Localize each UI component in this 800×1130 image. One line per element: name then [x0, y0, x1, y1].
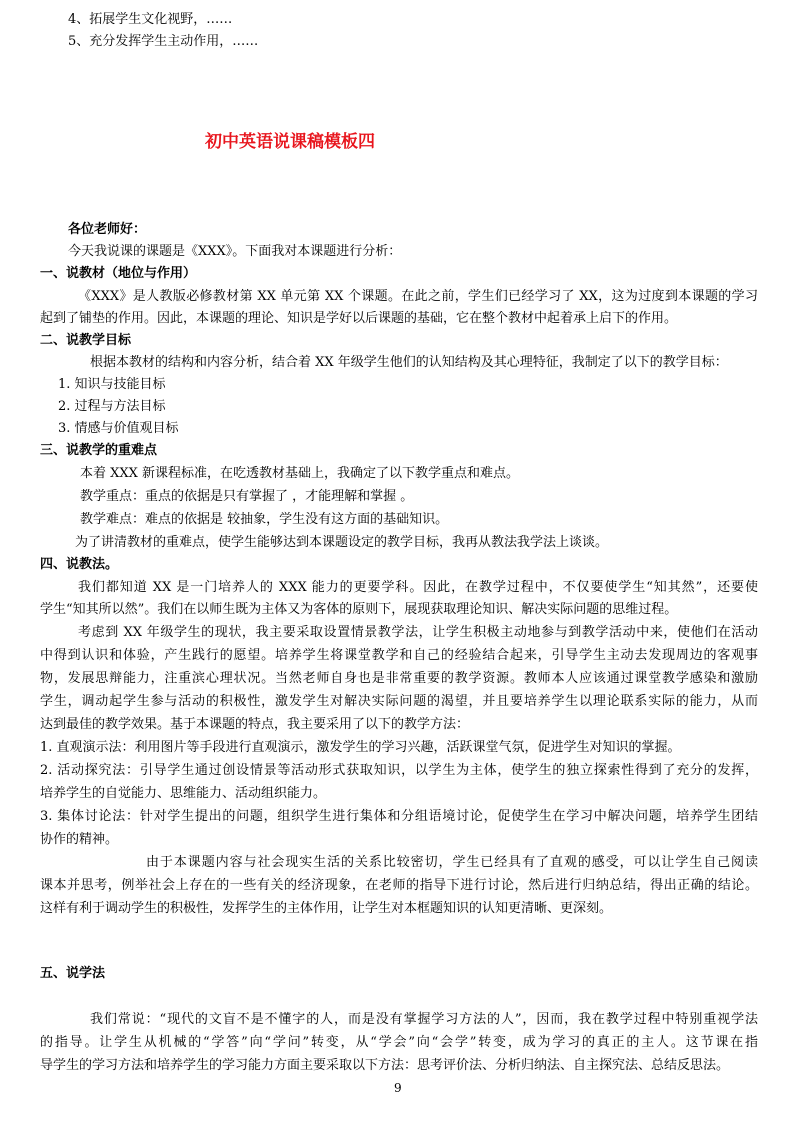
- paragraph-line: 这样有利于调动学生的积极性，发挥学生的主体作用，让学生对本框题知识的认知更清晰、更深刻。: [40, 901, 613, 916]
- section-heading: 五、说学法: [40, 966, 106, 981]
- list-item: 2. 过程与方法目标: [58, 399, 166, 414]
- paragraph-line: 我们常说：“现代的文盲不是不懂字的人，而是没有掌握学习方法的人”，因而，我在教学过程中特别重视学法: [90, 1012, 758, 1027]
- paragraph-line: 为了讲清教材的重难点，使学生能够达到本课题设定的教学目标，我再从教法我学法上谈谈。: [75, 535, 609, 550]
- paragraph-line: 达到最佳的教学效果。基于本课题的特点，我主要采用了以下的教学方法：: [40, 717, 470, 732]
- paragraph-line: 根据本教材的结构和内容分析，结合着 XX 年级学生他们的认知结构及其心理特征，我制定了以下的教学目标：: [90, 355, 728, 370]
- section-heading: 二、说教学目标: [40, 333, 132, 348]
- method-item: 2. 活动探究法：引导学生通过创设情景等活动形式获取知识，以学生为主体，使学生的独立探索性得到了充分的发挥，: [40, 763, 758, 778]
- method-item: 协作的精神。: [40, 832, 119, 847]
- page-title: 初中英语说课稿模板四: [205, 132, 375, 152]
- paragraph-line: 考虑到 XX 年级学生的现状，我主要采取设置情景教学法，让学生积极主动地参与到教学活动中来，使他们在活动: [78, 625, 758, 640]
- paragraph-line: 的指导。让学生从机械的“学答”向“学问”转变，从“学会”向“会学”转变，成为学习的真正的主人。这节课在指: [40, 1035, 758, 1050]
- paragraph-line: 教学难点：难点的依据是 较抽象，学生没有这方面的基础知识。: [80, 512, 449, 527]
- top-item: 4、拓展学生文化视野，……: [68, 12, 233, 27]
- list-item: 3. 情感与价值观目标: [58, 421, 179, 436]
- method-item: 1. 直观演示法：利用图片等手段进行直观演示，激发学生的学习兴趣，活跃课堂气氛，促进学生对知识的掌握。: [40, 740, 681, 755]
- paragraph-line: 物，发展思辩能力，注重滨心理状况。当然老师自身也是非常重要的教学资源。教师本人应该通过课堂教学感染和激励: [40, 671, 758, 686]
- paragraph-line: 我们都知道 XX 是一门培养人的 XXX 能力的更要学科。因此，在教学过程中，不仅要使学生“知其然”，还要使: [78, 580, 758, 595]
- method-item: 培养学生的自觉能力、思维能力、活动组织能力。: [40, 786, 327, 801]
- paragraph-line: 导学生的学习方法和培养学生的学习能力方面主要采取以下方法：思考评价法、分析归纳法、自主探究法、总结反思法。: [40, 1058, 730, 1073]
- list-item: 1. 知识与技能目标: [58, 377, 166, 392]
- section-heading: 四、说教法。: [40, 557, 119, 572]
- section-heading: 三、说教学的重难点: [40, 443, 158, 458]
- paragraph-line: 由于本课题内容与社会现实生活的关系比较密切，学生已经具有了直观的感受，可以让学生自己阅读: [146, 855, 758, 870]
- method-item: 3. 集体讨论法：针对学生提出的问题，组织学生进行集体和分组语境讨论，促使学生在学习中解决问题，培养学生团结: [40, 809, 758, 824]
- paragraph-line: 教学重点：重点的依据是只有掌握了 ，才能理解和掌握 。: [80, 489, 414, 504]
- top-item: 5、充分发挥学生主动作用，……: [68, 34, 259, 49]
- intro: 今天我说课的课题是《XXX》。下面我对本课题进行分析：: [68, 244, 402, 259]
- page-number: 9: [394, 1081, 402, 1095]
- paragraph-line: 《XXX》是人教版必修教材第 XX 单元第 XX 个课题。在此之前，学生们已经学习了 XX，这为过度到本课题的学习: [78, 289, 758, 304]
- paragraph-line: 学生，调动起学生参与活动的积极性，激发学生对解决实际问题的渴望，并且要培养学生以理论联系实际的能力，从而: [40, 694, 758, 709]
- paragraph-line: 起到了铺垫的作用。因此，本课题的理论、知识是学好以后课题的基础，它在整个教材中起着承上启下的作用。: [40, 311, 678, 326]
- paragraph-line: 本着 XXX 新课程标准，在吃透教材基础上，我确定了以下教学重点和难点。: [80, 466, 520, 481]
- paragraph-line: 中得到认识和体验，产生践行的愿望。培养学生将课堂教学和自己的经验结合起来，引导学生主动去发现周边的客观事: [40, 648, 758, 663]
- paragraph-line: 学生“知其所以然”。我们在以师生既为主体又为客体的原则下，展现获取理论知识、解决实际问题的思维过程。: [40, 602, 678, 617]
- greeting: 各位老师好：: [68, 222, 147, 237]
- section-heading: 一、说教材（地位与作用）: [40, 266, 197, 281]
- paragraph-line: 课本并思考，例举社会上存在的一些有关的经济现象，在老师的指导下进行讨论，然后进行归纳总结，得出正确的结论。: [40, 878, 758, 893]
